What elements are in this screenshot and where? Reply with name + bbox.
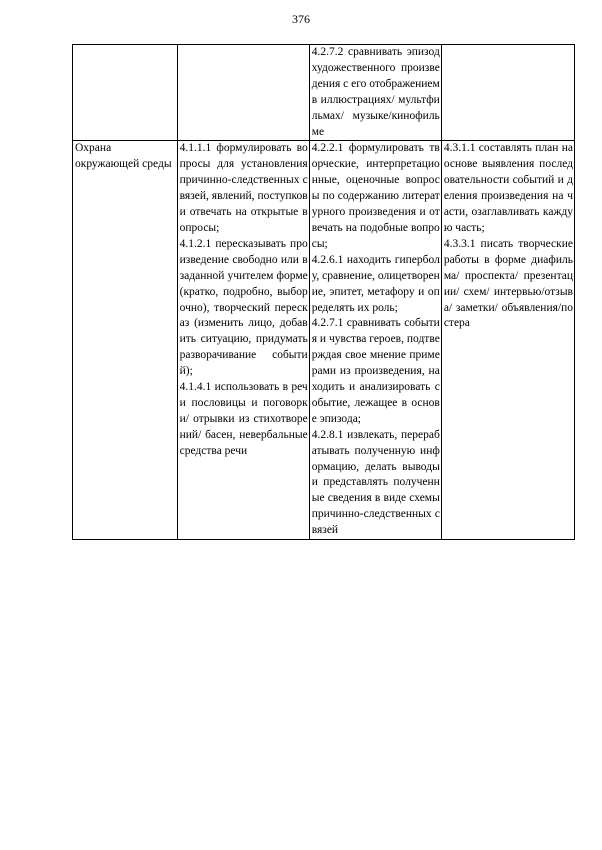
reading-cell [309,45,441,141]
objective-text: 4.2.7.2 сравнивать эпизод художественного произведения с его отображением в иллюстрациях/ мультфильмах/ музыке/кинофильме [311,46,440,138]
objective-text: 4.1.2.1 пересказывать произведение свободно или в заданной учителем форме (кратко, подробно, выборочно), творческий пересказ (изменить лицо, добавить ситуацию, придумать разворачивание событий); [179,237,308,378]
curriculum-table [72,44,575,540]
listening-speaking-cell [177,45,309,141]
objective-text: 4.2.7.1 сравнивать события и чувства героев, подтверждая свое мнение примерами из произведения, находить и анализировать событие, лежащее в основе эпизода; [311,317,440,425]
writing-cell [441,45,574,141]
table-row [73,45,575,141]
objective-text: 4.2.8.1 извлекать, перерабатывать полученную информацию, делать выводы и представлять полученные сведения в виде схемы причинно-следственных связей [311,428,440,537]
writing-cell [441,141,574,540]
objective-text: 4.1.4.1 использовать в речи пословицы и поговорки/ отрывки из стихотворений/ басен, невербальные средства речи [179,381,308,457]
objective-text: 4.3.1.1 составлять план на основе выявления последовательности событий и деления произведения на части, озаглавливать каждую часть; [443,142,573,234]
objective-text: 4.3.3.1 писать творческие работы в форме диафильма/ проспекта/ презентации/ схем/ интервью/отзыва/ заметки/ объявления/постера [443,237,573,330]
topic-text: Охрана окружающей среды [75,142,172,171]
objective-text: 4.2.2.1 формулировать творческие, интерпретационные, оценочные вопросы по содержанию литературного произведения и отвечать на подобные вопросы; [311,142,440,250]
listening-speaking-cell [177,141,309,540]
objective-text: 4.2.6.1 находить гиперболу, сравнение, олицетворение, эпитет, метафору и определять их роль; [311,253,440,314]
topic-cell [73,141,178,540]
objective-text: 4.1.1.1 формулировать вопросы для установления причинно-следственных связей, явлений, поступков и отвечать на открытые вопросы; [179,142,308,234]
reading-cell [309,141,441,540]
page-number: 376 [292,12,310,26]
topic-cell [73,45,178,141]
table-row [73,141,575,540]
